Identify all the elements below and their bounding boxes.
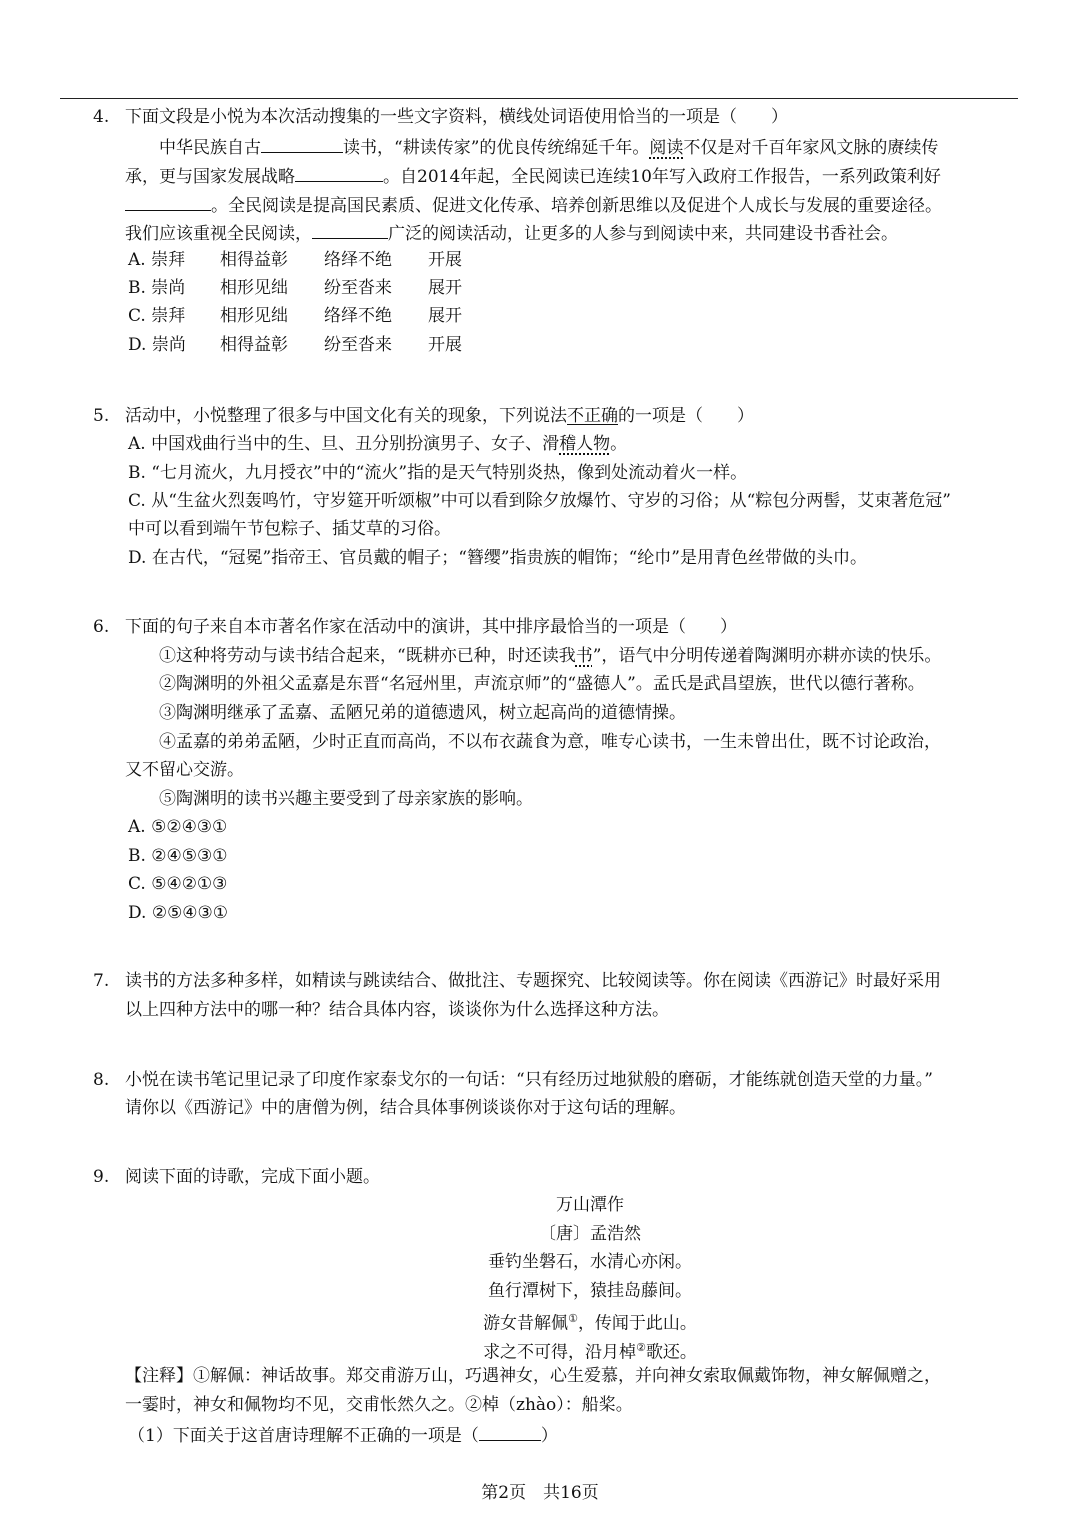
sentence-3: ③陶渊明继承了孟嘉、孟陋兄弟的道德遗风，树立起高尚的道德情操。 (159, 703, 686, 723)
question-text: 以上四种方法中的哪一种？结合具体内容，谈谈你为什么选择这种方法。 (125, 1000, 669, 1020)
answer-blank[interactable] (312, 220, 388, 239)
question-text: 读书的方法多种多样，如精读与跳读结合、做批注、专题探究、比较阅读等。你在阅读《西游记》时最好采用 (125, 971, 941, 991)
page-footer: 第2页 共16页 (481, 1483, 599, 1503)
question-number: 8. (93, 1070, 110, 1090)
poem-verse: 垂钓坐磐石，水清心亦闲。 (488, 1252, 692, 1272)
option-b[interactable]: B. “七月流火，九月授衣”中的“流火”指的是天气特别炎热，像到处流动着火一样。 (128, 463, 748, 483)
question-text: 请你以《西游记》中的唐僧为例，结合具体事例谈谈你对于这句话的理解。 (125, 1098, 686, 1118)
question-stem: 阅读下面的诗歌，完成下面小题。 (125, 1167, 380, 1187)
option-d[interactable]: D. 在古代，“冠冕”指帝王、官员戴的帽子；“簪缨”指贵族的帽饰；“纶巾”是用青色丝带做的头巾。 (128, 548, 867, 568)
question-number: 9. (93, 1167, 110, 1187)
option-c[interactable]: C. ⑤④②①③ (128, 874, 228, 894)
question-text: 小悦在读书笔记里记录了印度作家泰戈尔的一句话：“只有经历过地狱般的磨砺，才能练就创造天堂的力量。” (125, 1070, 933, 1090)
annotation: 一霎时，神女和佩物均不见，交甫怅然久之。②棹（zhào）：船桨。 (125, 1395, 633, 1415)
answer-blank[interactable] (295, 163, 383, 182)
sentence-5: ⑤陶渊明的读书兴趣主要受到了母亲家族的影响。 (159, 789, 533, 809)
option-d[interactable]: D. 崇尚 相得益彰 纷至沓来 开展 (128, 335, 462, 355)
passage-line: 。全民阅读是提高国民素质、促进文化传承、培养创新思维以及促进个人成长与发展的重要途径。 (125, 192, 942, 217)
passage-line: 中华民族自古 读书，“耕读传家”的优良传统绵延千年。阅读不仅是对千百年家风文脉的赓续传 (159, 134, 938, 159)
question-stem: 活动中，小悦整理了很多与中国文化有关的现象，下列说法不正确的一项是（ ） (125, 406, 754, 426)
answer-blank[interactable] (261, 134, 343, 153)
option-c[interactable]: C. 崇拜 相形见绌 络绎不绝 展开 (128, 306, 462, 326)
poem-verse: 游女昔解佩①，传闻于此山。 (483, 1312, 697, 1334)
option-c[interactable]: C. 从“生盆火烈轰鸣竹，守岁筵开听颂椒”中可以看到除夕放爆竹、守岁的习俗；从“粽包分两髻，艾束著危冠” (128, 491, 951, 511)
option-c-continued: 中可以看到端午节包粽子、插艾草的习俗。 (128, 519, 451, 539)
passage-line: 承，更与国家发展战略 。自2014年起，全民阅读已连续10年写入政府工作报告，一系列政策利好 (125, 163, 941, 188)
poem-verse: 求之不可得，沿月棹②歌还。 (483, 1341, 697, 1363)
option-d[interactable]: D. ②⑤④③① (128, 903, 229, 923)
option-a[interactable]: A. 中国戏曲行当中的生、旦、丑分别扮演男子、女子、滑稽人物。 (128, 434, 628, 454)
question-number: 4. (93, 107, 110, 127)
dotted-emphasis: 阅读 (649, 138, 684, 158)
dotted-emphasis: 书 (575, 646, 593, 666)
poem-author: 〔唐〕孟浩然 (539, 1224, 641, 1244)
question-stem: 下面文段是小悦为本次活动搜集的一些文字资料，横线处词语使用恰当的一项是（ ） (125, 107, 788, 127)
poem-verse: 鱼行潭树下，猿挂岛藤间。 (488, 1281, 692, 1301)
footnote-marker: ① (568, 1312, 578, 1325)
annotation: 【注释】①解佩：神话故事。郑交甫游万山，巧遇神女，心生爱慕，并向神女索取佩戴饰物，神女解佩赠之， (125, 1366, 941, 1386)
question-number: 6. (93, 617, 110, 637)
question-number: 7. (93, 971, 110, 991)
answer-blank[interactable] (479, 1422, 541, 1441)
poem-title: 万山潭作 (556, 1195, 624, 1215)
option-b[interactable]: B. ②④⑤③① (128, 846, 228, 866)
option-a[interactable]: A. ⑤②④③① (128, 817, 228, 837)
underlined-emphasis: 不正确 (567, 406, 618, 426)
option-b[interactable]: B. 崇尚 相形见绌 纷至沓来 展开 (128, 278, 462, 298)
question-number: 5. (93, 406, 110, 426)
sub-question-1: （1）下面关于这首唐诗理解不正确的一项是（ ） (128, 1422, 558, 1447)
option-a[interactable]: A. 崇拜 相得益彰 络绎不绝 开展 (128, 250, 462, 270)
sentence-4: ④孟嘉的弟弟孟陋，少时正直而高尚，不以布衣蔬食为意，唯专心读书，一生未曾出仕，既不讨论政治， (159, 732, 941, 752)
header-rule (60, 98, 1018, 99)
sentence-4-continued: 又不留心交游。 (125, 760, 244, 780)
sentence-1: ①这种将劳动与读书结合起来，“既耕亦已种，时还读我书”，语气中分明传递着陶渊明亦耕亦读的快乐。 (159, 646, 942, 666)
footnote-marker: ② (636, 1341, 646, 1354)
question-stem: 下面的句子来自本市著名作家在活动中的演讲，其中排序最恰当的一项是（ ） (125, 617, 737, 637)
answer-blank[interactable] (125, 192, 211, 211)
dotted-emphasis: 稽人物 (559, 434, 611, 454)
passage-line: 我们应该重视全民阅读， 广泛的阅读活动，让更多的人参与到阅读中来，共同建设书香社会。 (125, 220, 898, 245)
sentence-2: ②陶渊明的外祖父孟嘉是东晋“名冠州里，声流京师”的“盛德人”。孟氏是武昌望族，世代以德行著称。 (159, 674, 925, 694)
